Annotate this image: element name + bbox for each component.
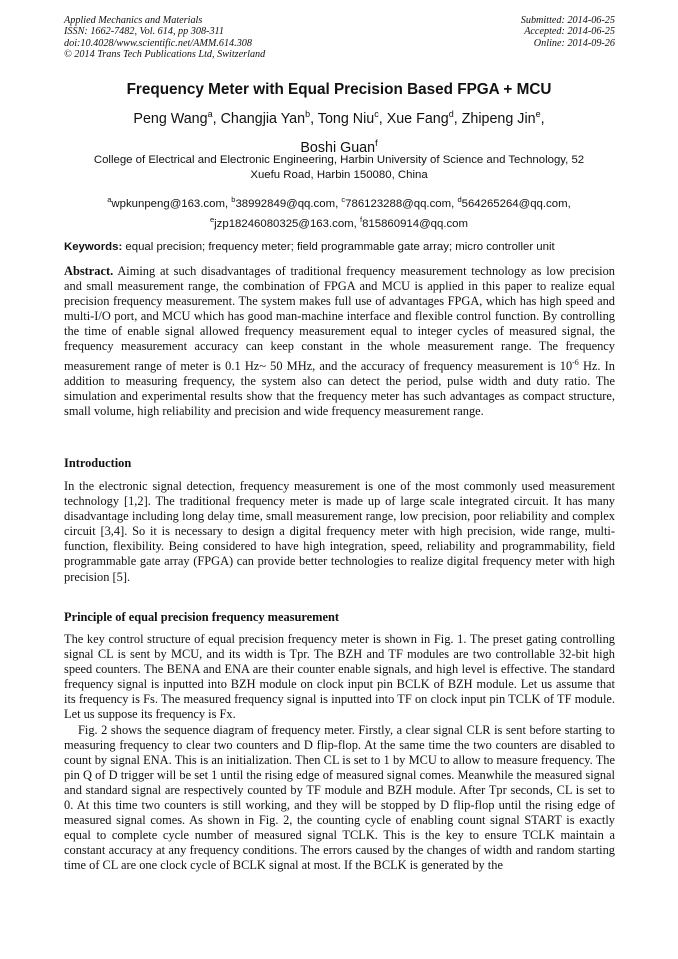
email-a[interactable]: $^a$wpkunpeng@163.com, [107, 195, 232, 210]
principle-paragraph-1: The key control structure of equal precision frequency meter is shown in Fig. 1. The preset gating controlling signal CL is sent by MCU, and its width is Tpr. The BZH and TF modules are two controllable 32-bit high speed counters. The BENA and ENA are their counter enable signals, and high level is effective. The standard frequency signal is inputted into BZH module on clock input pin BCLK of BZH module. Let us assume that its frequency is Fs. The measured frequency signal is inputted into TF on clock input pin TCLK of TF module. Let us suppose its frequency is Fx. [64, 632, 615, 722]
journal-issn: ISSN: 1662-7482, Vol. 614, pp 308-311 [64, 26, 224, 38]
abstract-text-1: Aiming at such disadvantages of traditional frequency measurement technology as low precision and small measurement range, the combination of FPGA and MCU is applied in this paper to realize equal precision frequency measurement. The system makes full use of advantages FPGA, which has high speed and multi-I/O port, and MCU which has good man-machine interface and flexible control function. By controlling the time of enable signal allowed frequency measurement equal to integer cycles of measured signal, the frequency measurement accuracy can keep constant in the whole measurement range. The frequency measurement range of meter is 0.1 Hz~ 50 MHz, and the accuracy of frequency measurement is 10 [64, 264, 615, 373]
author-boshi-guan: Boshi Guan$^f$ [300, 137, 378, 156]
affiliation-line-1: College of Electrical and Electronic Engineering, Harbin University of Science and Technology, 52 [93, 154, 585, 166]
author-zhipeng-jin: Zhipeng Jin$^e$, [461, 109, 545, 127]
journal-info [64, 15, 265, 61]
submitted-date: Submitted: 2014-06-25 [520, 15, 615, 26]
keywords [64, 241, 615, 253]
email-list [60, 192, 618, 232]
author-peng-wang: Peng Wang$^a$, [133, 109, 221, 127]
paper-title: Frequency Meter with Equal Precision Based FPGA + MCU [126, 81, 552, 98]
abstract-label: Abstract. [64, 264, 114, 278]
email-b[interactable]: $^b$38992849@qq.com, [231, 195, 342, 210]
abstract-exponent: -6 [572, 357, 579, 367]
journal-name: Applied Mechanics and Materials [64, 15, 203, 26]
principle-paragraph-2: Fig. 2 shows the sequence diagram of frequency meter. Firstly, a clear signal CLR is sent before starting to measuring frequency to clear two counters and D flip-flop. At the same time the two counters are disabled to count by signal ENA. This is an initialization. Then CL is set to 1 by MCU to allow to measure frequency. The pin Q of D trigger will be set 1 until the rising edge of measured signal comes. Meanwhile the measured signal and standard signal are respectively counted by TF module and BZH module. After Tpr seconds, CL is set to 0. At this time two counters is still working, and they will be stopped by D flip-flop until the rising edge of measured signal comes. As shown in Fig. 2, the counting cycle of enabling count signal START is exactly equal to complete cycle number of measured signal TCLK. This is the key to ensure TCLK maintain a constant accuracy at any frequency conditions. The errors caused by the changes of width and random starting time of CL are one clock cycle of BCLK signal at most. If the BCLK is generated by the [64, 722, 615, 873]
section-heading-principle: Principle of equal precision frequency measurement [64, 610, 339, 624]
submission-dates [521, 15, 615, 49]
email-c[interactable]: $^c$786123288@qq.com, [341, 195, 458, 210]
journal-doi[interactable]: doi:10.4028/www.scientific.net/AMM.614.308 [64, 37, 252, 49]
section-heading-introduction: Introduction [64, 456, 132, 470]
journal-copyright: © 2014 Trans Tech Publications Ltd, Switzerland [64, 49, 266, 61]
principle-paragraphs [64, 632, 615, 874]
email-d[interactable]: $^d$564265264@qq.com, [457, 195, 571, 210]
online-date: Online: 2014-09-26 [533, 37, 615, 49]
author-xue-fang: Xue Fang$^d$, [386, 109, 462, 127]
email-f[interactable]: $^f$815860914@qq.com [359, 214, 469, 230]
author-list [60, 102, 618, 160]
keywords-text: equal precision; frequency meter; field programmable gate array; micro controller unit [125, 241, 555, 253]
affiliation [60, 153, 618, 183]
email-e[interactable]: $^e$jzp18246080325@163.com, [209, 214, 360, 230]
keywords-label: Keywords: [64, 241, 123, 253]
author-changjia-yan: Changjia Yan$^b$, [220, 109, 318, 127]
abstract [64, 264, 615, 419]
abstract-text-2: Hz. In addition to measuring frequency, the system also can detect the period, pulse width and duty ratio. The simulation and experimental results show that the frequency meter has such advantages as compact structure, small volume, high reliability and precision and wide frequency measurement range. [64, 358, 616, 418]
accepted-date: Accepted: 2014-06-25 [524, 26, 615, 38]
introduction-paragraph: In the electronic signal detection, frequency measurement is one of the most commonly used measurement technology [1,2]. The traditional frequency meter is made up of large scale integrated circuit. It has many disadvantage including long delay time, small measurement range, low precision, poor reliability and complex circuit [3,4]. So it is necessary to design a digital frequency meter with high precision, wide range, multi-function, flexibility. Being considered to have high integration, speed, reliability and programmability, field programmable gate array (FPGA) can provide better technologies to realize digital frequency meter with high precision [5]. [64, 479, 615, 584]
affiliation-line-2: Xuefu Road, Harbin 150080, China [250, 169, 428, 181]
author-tong-niu: Tong Niu$^c$, [317, 109, 387, 127]
